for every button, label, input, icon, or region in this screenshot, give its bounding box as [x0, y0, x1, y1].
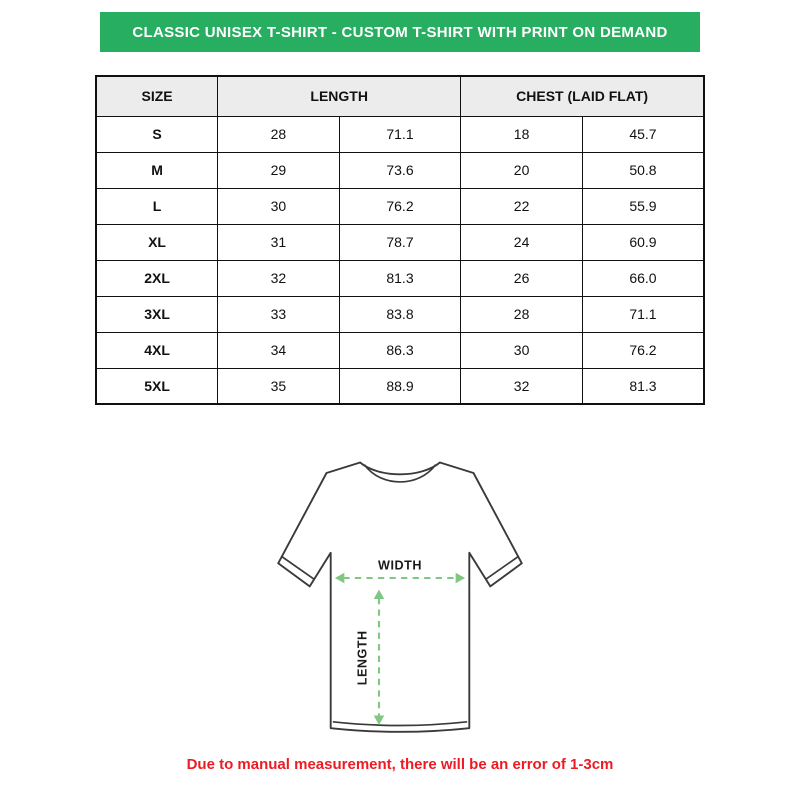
column-header-size: SIZE — [96, 76, 218, 116]
chest-inches-cell: 28 — [461, 296, 583, 332]
length-inches-cell: 30 — [218, 188, 340, 224]
table-row — [96, 116, 704, 152]
length-inches-cell: 34 — [218, 332, 340, 368]
length-inches-cell: 28 — [218, 116, 340, 152]
length-inches-cell: 33 — [218, 296, 340, 332]
size-cell: 4XL — [96, 332, 218, 368]
measurement-note-text: Due to manual measurement, there will be an error of 1-3cm — [186, 756, 614, 773]
chest-inches-cell: 24 — [461, 224, 583, 260]
chest-cm-cell: 66.0 — [582, 260, 704, 296]
table-row — [96, 188, 704, 224]
length-inches-cell: 29 — [218, 152, 340, 188]
length-cm-cell: 83.8 — [339, 296, 461, 332]
size-cell: L — [96, 188, 218, 224]
length-cm-cell: 73.6 — [339, 152, 461, 188]
chest-cm-cell: 60.9 — [582, 224, 704, 260]
size-cell: 2XL — [96, 260, 218, 296]
length-inches-cell: 32 — [218, 260, 340, 296]
size-cell: S — [96, 116, 218, 152]
chest-inches-cell: 20 — [461, 152, 583, 188]
measurement-note — [187, 756, 614, 773]
length-inches-cell: 35 — [218, 368, 340, 404]
table-row — [96, 296, 704, 332]
chest-cm-cell: 55.9 — [582, 188, 704, 224]
size-cell: 5XL — [96, 368, 218, 404]
size-cell: M — [96, 152, 218, 188]
chest-cm-cell: 81.3 — [582, 368, 704, 404]
chest-inches-cell: 22 — [461, 188, 583, 224]
length-label: LENGTH — [355, 630, 370, 686]
length-cm-cell: 81.3 — [339, 260, 461, 296]
table-row — [96, 260, 704, 296]
length-cm-cell: 86.3 — [339, 332, 461, 368]
table-row — [96, 224, 704, 260]
tshirt-measurement-diagram — [232, 431, 568, 746]
table-row — [96, 152, 704, 188]
tshirt-drawing — [232, 431, 568, 746]
length-cm-cell: 71.1 — [339, 116, 461, 152]
column-header-chest: CHEST (LAID FLAT) — [461, 76, 704, 116]
chest-cm-cell: 76.2 — [582, 332, 704, 368]
length-cm-cell: 88.9 — [339, 368, 461, 404]
size-chart-table — [95, 75, 705, 405]
page-title: CLASSIC UNISEX T-SHIRT - CUSTOM T-SHIRT WITH PRINT ON DEMAND — [132, 23, 668, 41]
table-header-row — [96, 76, 704, 116]
size-cell: XL — [96, 224, 218, 260]
column-header-length: LENGTH — [218, 76, 461, 116]
chest-inches-cell: 18 — [461, 116, 583, 152]
length-cm-cell: 76.2 — [339, 188, 461, 224]
table-row — [96, 368, 704, 404]
table-row — [96, 332, 704, 368]
chest-inches-cell: 32 — [461, 368, 583, 404]
length-inches-cell: 31 — [218, 224, 340, 260]
width-label: WIDTH — [378, 558, 422, 573]
length-cm-cell: 78.7 — [339, 224, 461, 260]
chest-inches-cell: 30 — [461, 332, 583, 368]
title-banner — [100, 12, 700, 52]
chest-cm-cell: 50.8 — [582, 152, 704, 188]
tshirt-outline — [278, 463, 522, 732]
chest-inches-cell: 26 — [461, 260, 583, 296]
chest-cm-cell: 45.7 — [582, 116, 704, 152]
size-cell: 3XL — [96, 296, 218, 332]
chest-cm-cell: 71.1 — [582, 296, 704, 332]
